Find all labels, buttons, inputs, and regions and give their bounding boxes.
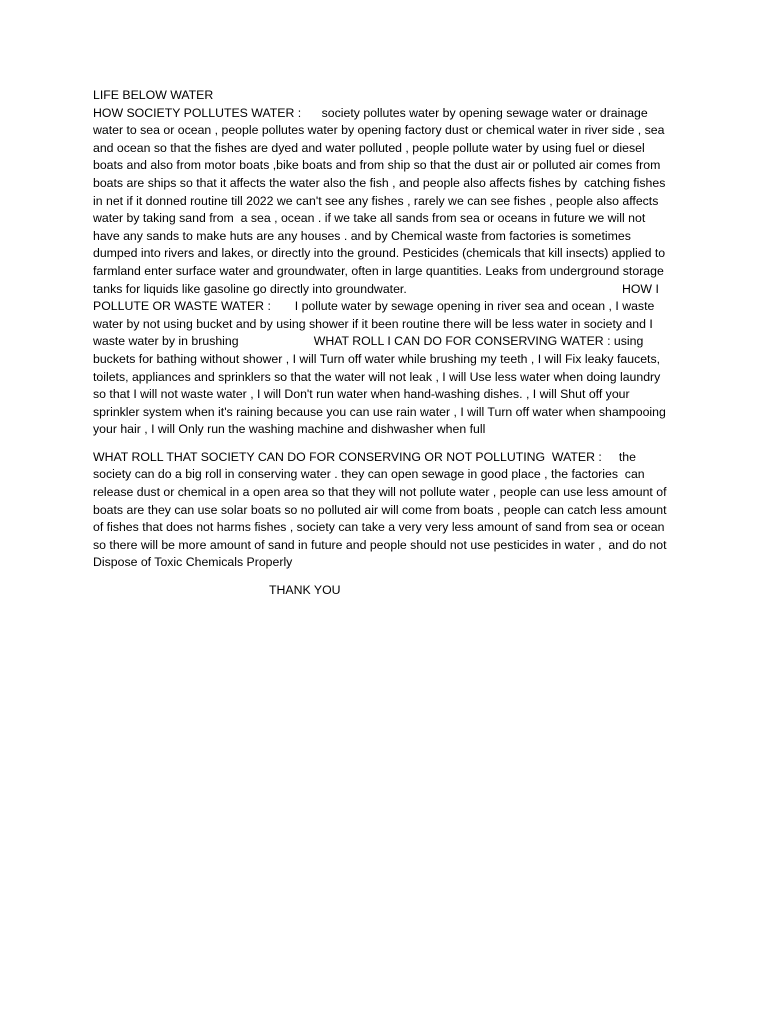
paragraph-pollution: HOW SOCIETY POLLUTES WATER : society pollutes water by opening sewage water or drainage water to sea or ocean , people pollutes water by opening factory dust or chemical water in river side , sea and ocean so that the fishes are dyed and water polluted , people pollute water by using fuel or diesel boats and also from motor boats ,bike boats and from ship so that the dust air or polluted air comes from boats are ships so that it affects the water also the fish , and people also affects fishes by catching fishes in net if it donned routine till 2022 we can't see any fishes , rarely we can see fishes , people also affects water by taking sand from a sea , ocean . if we take all sands from sea or oceans in future we will not have any sands to make huts are any houses . and by Chemical waste from factories is sometimes dumped into rivers and lakes, or directly into the ground. Pesticides (chemicals that kill insects) applied to farmland enter surface water and groundwater, often in large quantities. Leaks from underground storage tanks for liquids like gasoline go directly into groundwater. HOW I POLLUTE OR WASTE WATER : I pollute water by sewage opening in river sea and ocean , I waste water by not using bucket and by using shower if it been routine there will be less water in society and I waste water by in brushing WHAT ROLL I CAN DO FOR CONSERVING WATER : using buckets for bathing without shower , I will Turn off water while brushing my teeth , I will Fix leaky faucets, toilets, appliances and sprinklers so that the water will not leak , I will Use less water when doing laundry so that I will not waste water , I will Don't run water when hand-washing dishes. , I will Shut off your sprinkler system when it's raining because you can use rain water , I will Turn off water when shampooing your hair , I will Only run the washing machine and dishwasher when full bbox=[93, 105, 670, 437]
document-title: LIFE BELOW WATER bbox=[93, 88, 214, 102]
paragraph-society-conserving: WHAT ROLL THAT SOCIETY CAN DO FOR CONSERVING OR NOT POLLUTING WATER : the society can do a big roll in conserving water . they can open sewage in good place , the factories can release dust or chemical in a open area so that they will not pollute water , people can use less amount of boats are they can use solar boats so no polluted air will come from boats , people can catch less amount of fishes that does not harms fishes , society can take a very very less amount of sand from sea or ocean so there will be more amount of sand in future and people should not use pesticides in water , and do not Dispose of Toxic Chemicals Properly bbox=[93, 449, 670, 570]
closing-thank-you: THANK YOU bbox=[269, 583, 341, 598]
document-body bbox=[93, 87, 675, 600]
